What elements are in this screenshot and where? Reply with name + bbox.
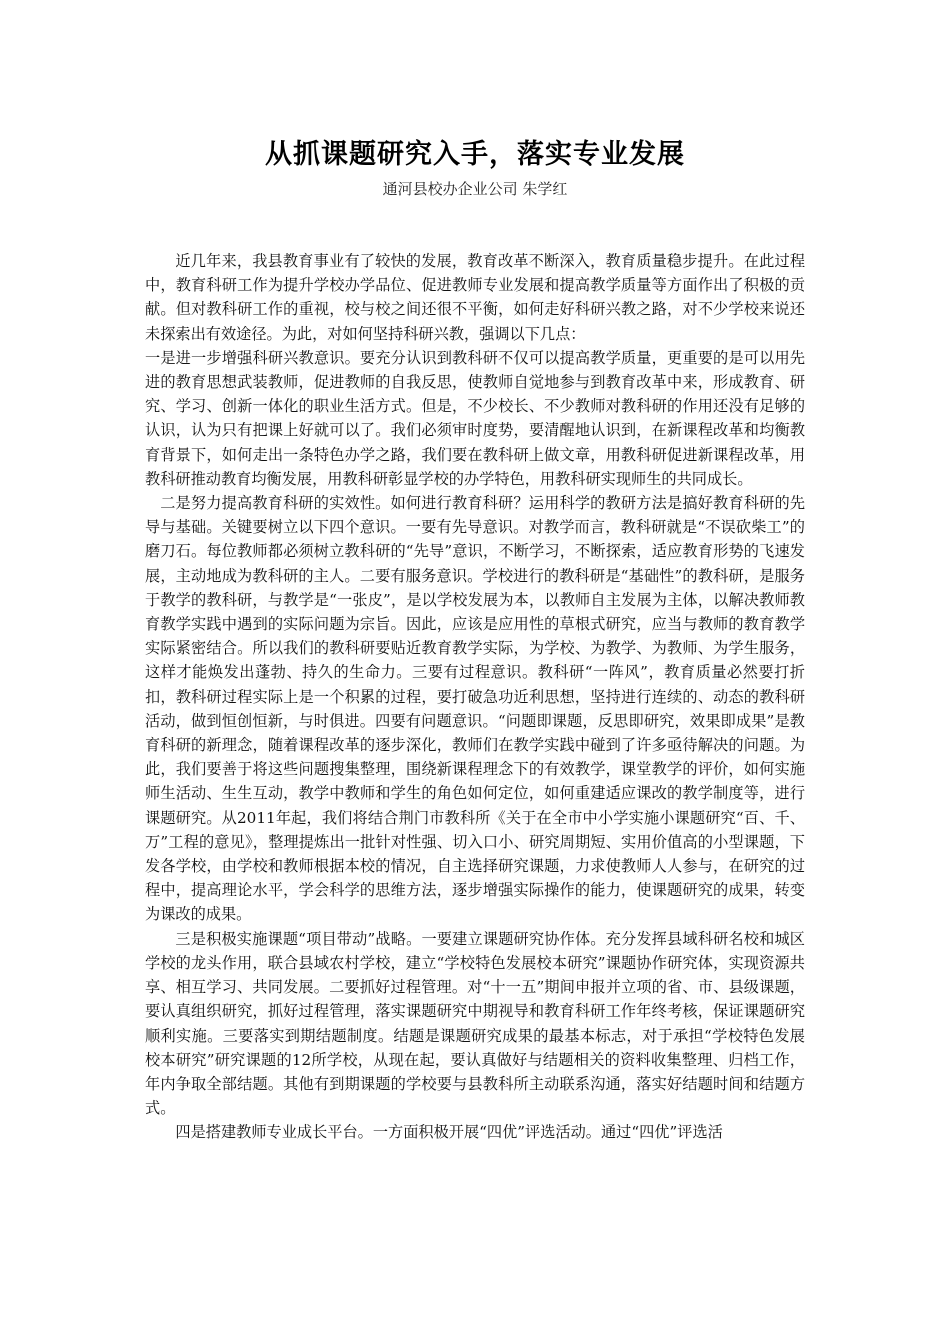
paragraph-point-3: 三是积极实施课题“项目带动”战略。一要建立课题研究协作体。充分发挥县域科研名校和城区学校的龙头作用，联合县域农村学校，建立“学校特色发展校本研究”课题协作研究体，实现资源共享、相互学习、共同发展。二要抓好过程管理。对“十一五”期间申报并立项的省、市、县级课题，要认真组织研究，抓好过程管理，落实课题研究中期视导和教育科研工作年终考核，保证课题研究顺利实施。三要落实到期结题制度。结题是课题研究成果的最基本标志，对于承担“学校特色发展校本研究”研究课题的12所学校，从现在起，要认真做好与结题相关的资料收集整理、归档工作，年内争取全部结题。其他有到期课题的学校要与县教科所主动联系沟通，落实好结题时间和结题方式。 <box>145 929 805 1118</box>
author-byline: 通河县校办企业公司 朱学红 <box>382 180 568 198</box>
paragraph-point-2: 二是努力提高教育科研的实效性。如何进行教育科研？运用科学的教研方法是搞好教育科研的先导与基础。关键要树立以下四个意识。一要有先导意识。对教学而言，教科研就是“不误砍柴工”的磨刀石。每位教师都必须树立教科研的“先导”意识，不断学习，不断探索，适应教育形势的飞速发展，主动地成为教科研的主人。二要有服务意识。学校进行的教科研是“基础性”的教科研，是服务于教学的教科研，与教学是“一张皮”，是以学校发展为本，以教师自主发展为主体，以解决教师教育教学实践中遇到的实际问题为宗旨。因此，应该是应用性的草根式研究，应当与教师的教育教学实际紧密结合。所以我们的教科研要贴近教育教学实际，为学校、为教学、为教师、为学生服务，这样才能焕发出蓬勃、持久的生命力。三要有过程意识。教科研“一阵风”，教育质量必然要打折扣，教科研过程实际上是一个积累的过程，要打破急功近利思想，坚持进行连续的、动态的教科研活动，做到恒创恒新，与时俱进。四要有问题意识。“问题即课题，反思即研究，效果即成果”是教育科研的新理念，随着课程改革的逐步深化，教师们在教学实践中碰到了许多亟待解决的问题。为此，我们要善于将这些问题搜集整理，围绕新课程理念下的有效教学，课堂教学的评价，如何实施师生活动、生生互动，教学中教师和学生的角色如何定位，如何重建适应课改的教学制度等，进行课题研究。从2011年起，我们将结合荆门市教科所《关于在全市中小学实施小课题研究“百、千、万”工程的意见》，整理提炼出一批针对性强、切入口小、研究周期短、实用价值高的小型课题，下发各学校，由学校和教师根据本校的情况，自主选择研究课题，力求使教师人人参与，在研究的过程中，提高理论水平，学会科学的思维方法，逐步增强实际操作的能力，使课题研究的成果，转变为课改的成果。 <box>145 494 805 924</box>
page-title: 从抓课题研究入手，落实专业发展 <box>265 139 685 170</box>
paragraph-point-4: 四是搭建教师专业成长平台。一方面积极开展“四优”评选活动。通过“四优”评选活 <box>175 1123 723 1142</box>
paragraph-intro: 近几年来，我县教育事业有了较快的发展，教育改革不断深入，教育质量稳步提升。在此过程中，教育科研工作为提升学校办学品位、促进教师专业发展和提高教学质量等方面作出了积极的贡献。但对教科研工作的重视，校与校之间还很不平衡，如何走好科研兴教之路，对不少学校来说还未探索出有效途径。为此，对如何坚持科研兴教，强调以下几点： <box>145 252 805 343</box>
paragraph-point-1: 一是进一步增强科研兴教意识。要充分认识到教科研不仅可以提高教学质量，更重要的是可以用先进的教育思想武装教师，促进教师的自我反思，使教师自觉地参与到教育改革中来，形成教育、研究、学习、创新一体化的职业生活方式。但是，不少校长、不少教师对教科研的作用还没有足够的认识，认为只有把课上好就可以了。我们必须审时度势，要清醒地认识到，在新课程改革和均衡教育背景下，如何走出一条特色办学之路，我们要在教科研上做文章，用教科研促进新课程改革，用教科研推动教育均衡发展，用教科研彰显学校的办学特色，用教科研实现师生的共同成长。 <box>145 348 805 488</box>
article-body <box>145 249 805 1145</box>
